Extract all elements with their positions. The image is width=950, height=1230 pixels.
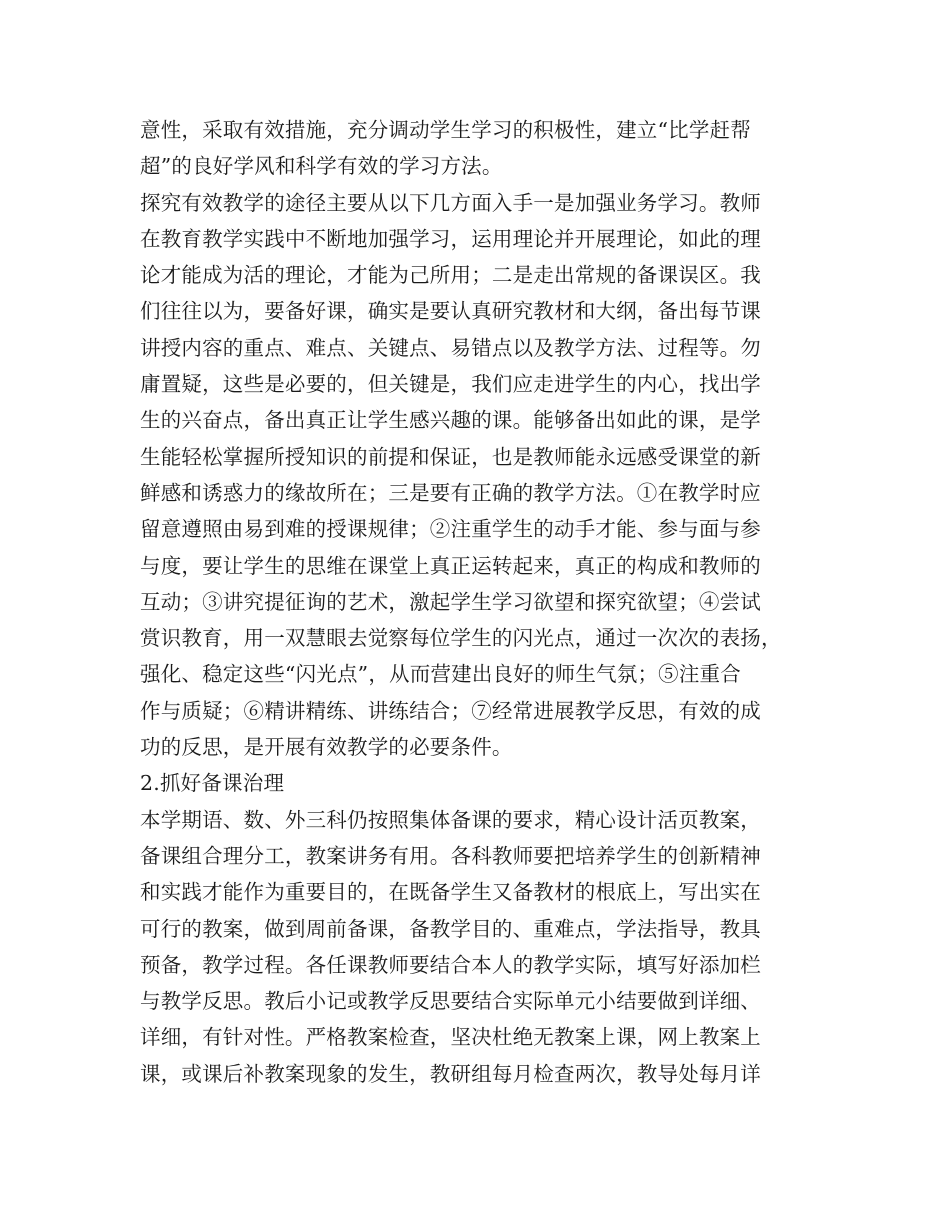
- text-line: 互动；③讲究提征询的艺术，激起学生学习欲望和探究欲望；④尝试: [140, 589, 761, 614]
- text-line: 与教学反思。教后小记或教学反思要结合实际单元小结要做到详细、: [140, 989, 761, 1014]
- text-line: 论才能成为活的理论，才能为己所用；二是走出常规的备课误区。我: [140, 263, 761, 288]
- text-line: 超”的良好学风和科学有效的学习方法。: [140, 154, 503, 179]
- text-line: 生能轻松掌握所授知识的前提和保证，也是教师能永远感受课堂的新: [140, 444, 761, 469]
- text-line: 功的反思，是开展有效教学的必要条件。: [140, 735, 513, 760]
- text-line: 作与质疑；⑥精讲精练、讲练结合；⑦经常进展教学反思，有效的成: [140, 698, 761, 723]
- text-line: 和实践才能作为重要目的，在既备学生又备教材的根底上，写出实在: [140, 880, 761, 905]
- text-line: 讲授内容的重点、难点、关键点、易错点以及教学方法、过程等。勿: [140, 335, 761, 360]
- text-line: 留意遵照由易到难的授课规律；②注重学生的动手才能、参与面与参: [140, 517, 761, 542]
- text-line: 课，或课后补教案现象的发生，教研组每月检查两次，教导处每月详: [140, 1061, 761, 1086]
- text-line: 鲜感和诱惑力的缘故所在；三是要有正确的教学方法。①在教学时应: [140, 480, 761, 505]
- body-text: [140, 112, 820, 1092]
- text-line: 探究有效教学的途径主要从以下几方面入手一是加强业务学习。教师: [140, 190, 761, 215]
- text-line: 可行的教案，做到周前备课，备教学目的、重难点，学法指导，教具: [140, 916, 761, 941]
- text-line: 庸置疑，这些是必要的，但关键是，我们应走进学生的内心，找出学: [140, 372, 761, 397]
- text-line: 们往往以为，要备好课，确实是要认真研究教材和大纲，备出每节课: [140, 299, 761, 324]
- text-line: 与度，要让学生的思维在课堂上真正运转起来，真正的构成和教师的: [140, 553, 761, 578]
- text-line: 意性，采取有效措施，充分调动学生学习的积极性，建立“比学赶帮: [140, 118, 751, 142]
- text-line: 预备，教学过程。各任课教师要结合本人的教学实际，填写好添加栏: [140, 952, 761, 977]
- text-line: 生的兴奋点，备出真正让学生感兴趣的课。能够备出如此的课，是学: [140, 408, 761, 433]
- text-line: 本学期语、数、外三科仍按照集体备课的要求，精心设计活页教案，: [140, 807, 761, 832]
- text-line: 在教育教学实践中不断地加强学习，运用理论并开展理论，如此的理: [140, 226, 761, 251]
- section-heading: 2.抓好备课治理: [140, 771, 285, 796]
- text-line: 强化、稳定这些“闪光点”，从而营建出良好的师生气氛；⑤注重合: [140, 662, 741, 687]
- text-line: 详细，有针对性。严格教案检查，坚决杜绝无教案上课，网上教案上: [140, 1025, 761, 1050]
- text-line: 赏识教育，用一双慧眼去觉察每位学生的闪光点，通过一次次的表扬，: [140, 626, 782, 651]
- text-line: 备课组合理分工，教案讲务有用。各科教师要把培养学生的创新精神: [140, 843, 761, 868]
